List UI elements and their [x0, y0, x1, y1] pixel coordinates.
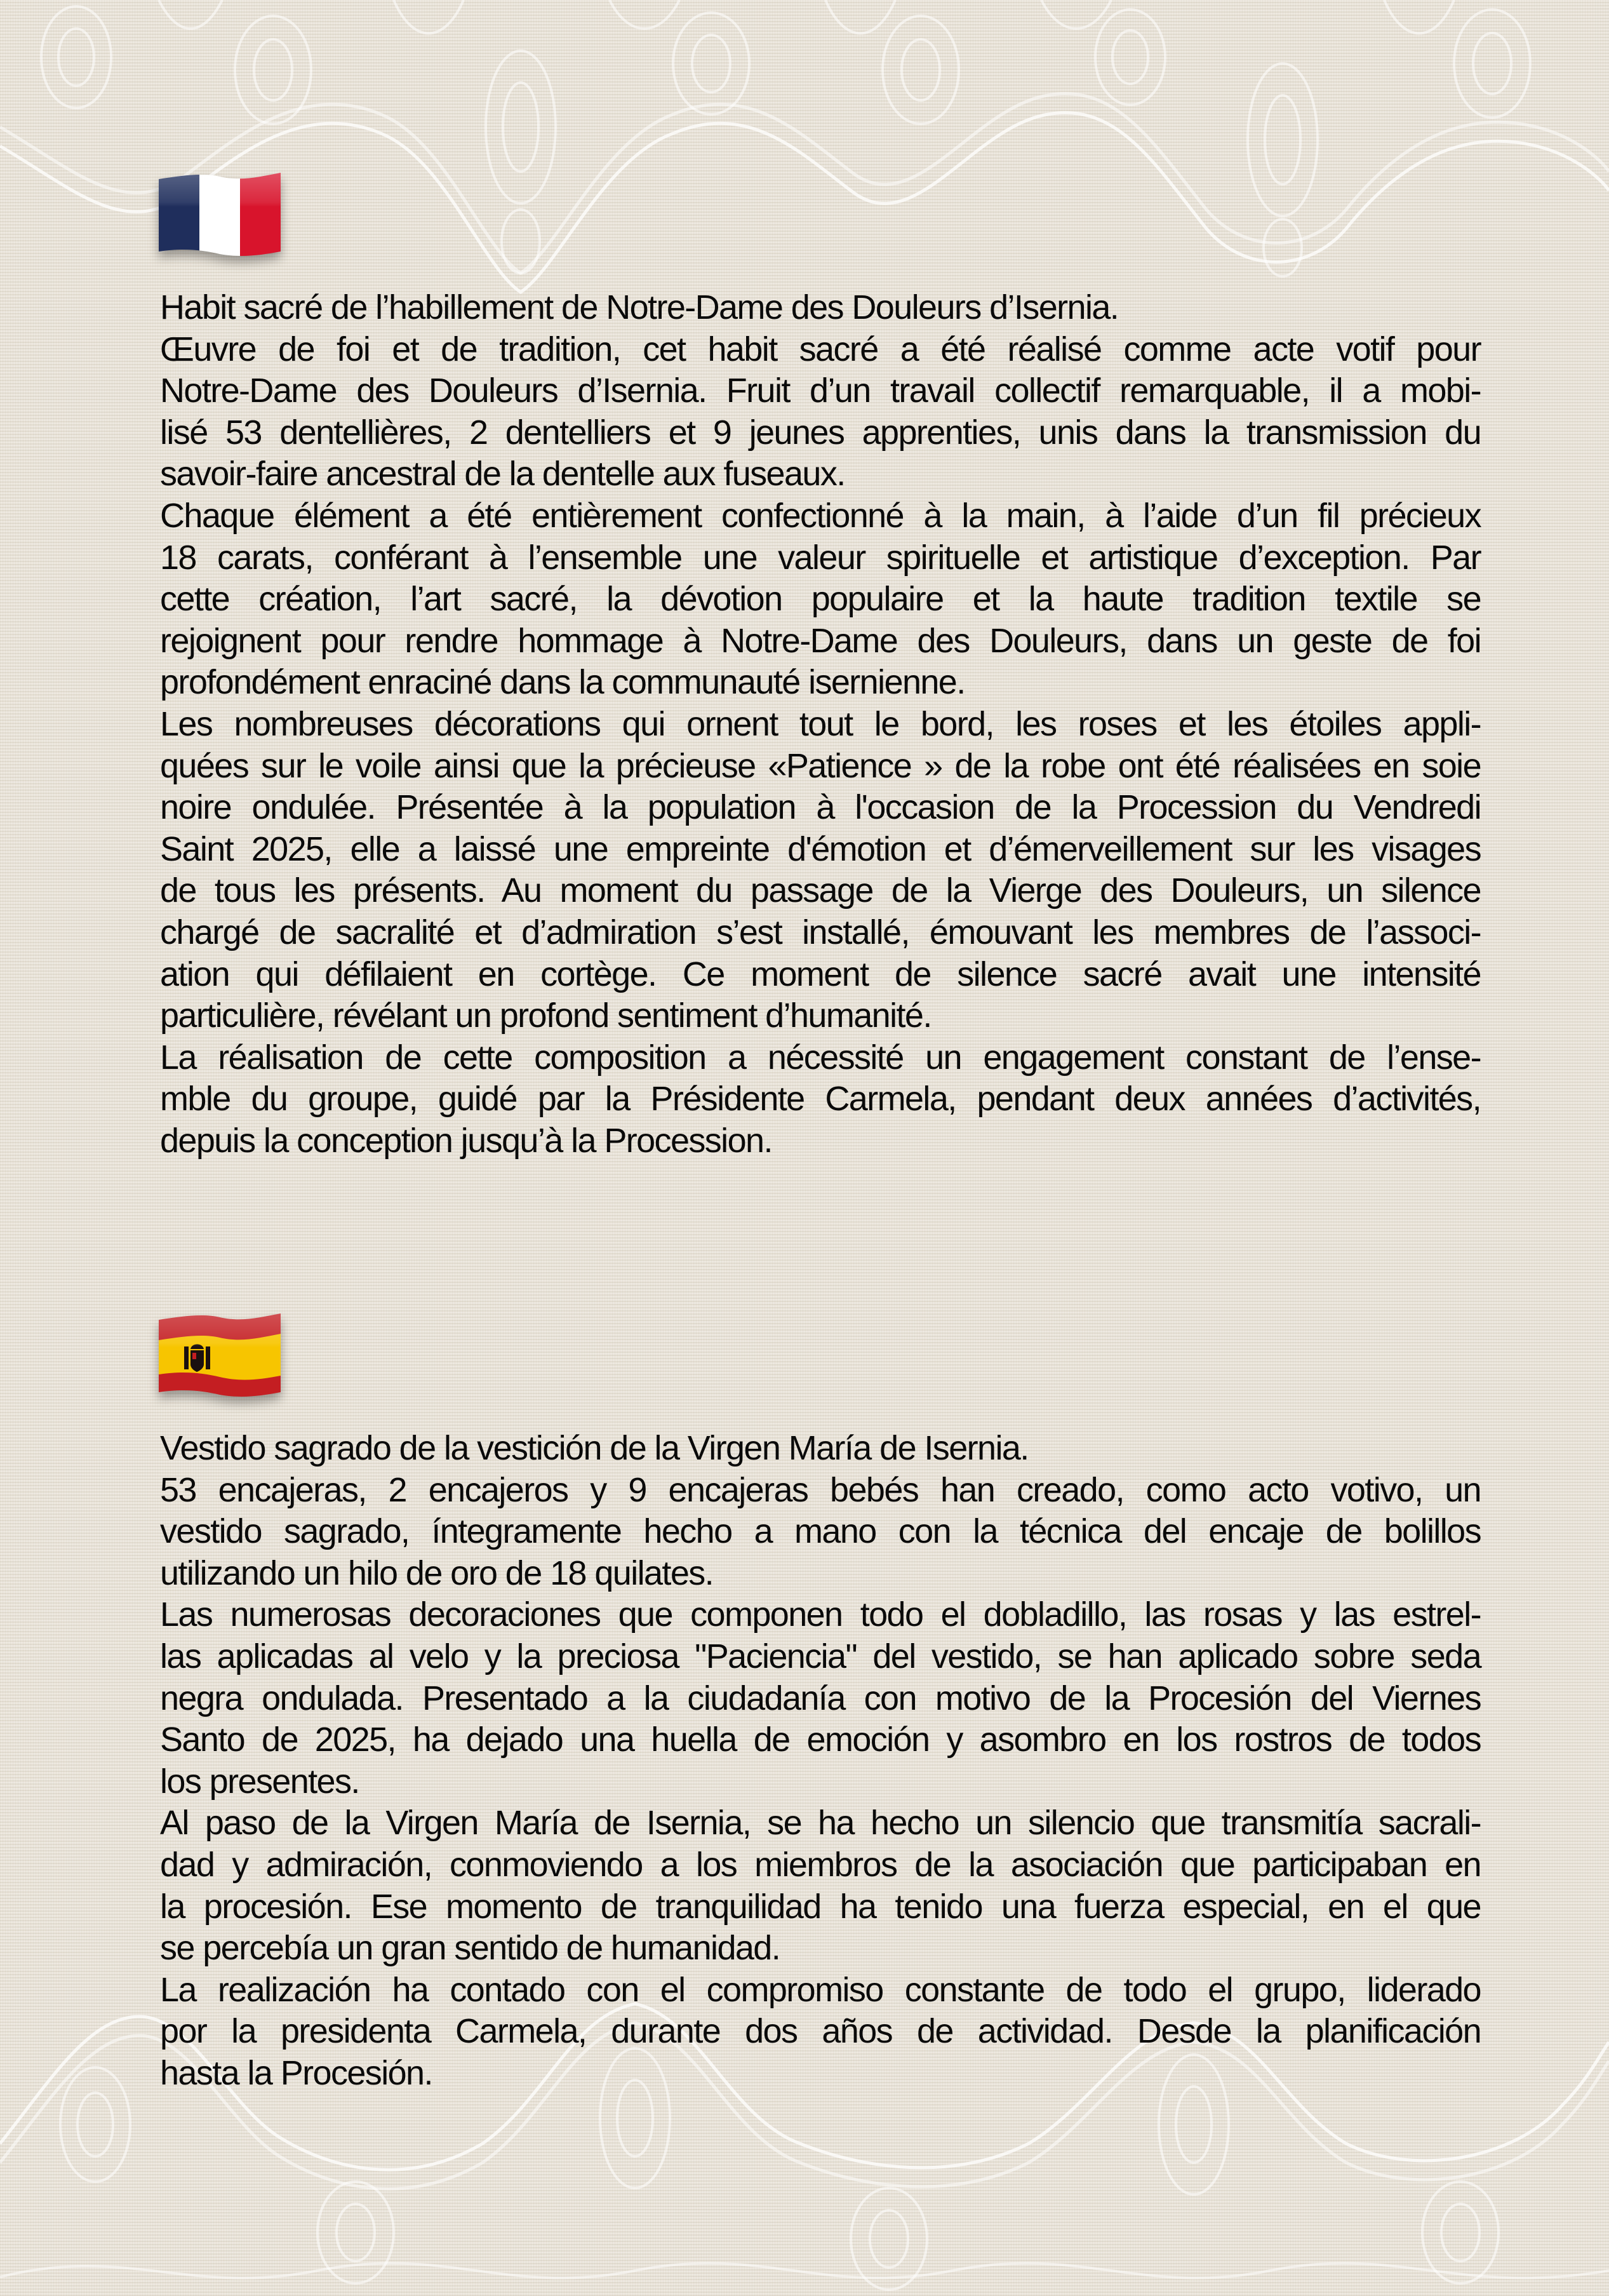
text-line	[160, 2053, 1481, 2095]
text-line	[160, 412, 1481, 454]
text-run: los presentes.	[160, 1762, 359, 1801]
text-run: profondément enraciné dans la communauté isernienne.	[160, 663, 965, 702]
text-line	[160, 495, 1481, 537]
text-line	[160, 1928, 1481, 1970]
france-flag-icon	[159, 173, 281, 258]
text-line	[160, 1970, 1481, 2011]
text-line	[160, 621, 1481, 662]
text-run: ation qui défilaient en cortège. Ce moment de silence sacré avait une intensité	[160, 955, 1481, 993]
text-run: se percebía un gran sentido de humanidad.	[160, 1929, 780, 1968]
text-line	[160, 1886, 1481, 1928]
text-run: Les nombreuses décorations qui ornent tout le bord, les roses et les étoiles appli-	[160, 704, 1481, 743]
text-line	[160, 1428, 1481, 1470]
text-line	[160, 537, 1481, 579]
text-run: cette création, l’art sacré, la dévotion populaire et la haute tradition textile se	[160, 580, 1481, 619]
text-run: rejoignent pour rendre hommage à Notre-Dame des Douleurs, dans un geste de foi	[160, 621, 1481, 660]
text-run: La realización ha contado con el compromiso constante de todo el grupo, liderado	[160, 1970, 1481, 2009]
text-run: savoir-faire ancestral de la dentelle aux fuseaux.	[160, 455, 845, 493]
text-line	[160, 1511, 1481, 1553]
text-line	[160, 746, 1481, 788]
paragraph	[160, 329, 1481, 495]
text-run: dad y admiración, conmoviendo a los miembros de la asociación que participaban en	[160, 1845, 1481, 1884]
text-line	[160, 954, 1481, 996]
text-run: por la presidenta Carmela, durante dos años de actividad. Desde la planificación	[160, 2012, 1481, 2051]
text-run: noire ondulée. Présentée à la population à l'occasion de la Procession du Vendredi	[160, 788, 1481, 827]
lace-border-top	[0, 0, 1609, 305]
text-line	[160, 1470, 1481, 1512]
text-line	[160, 1594, 1481, 1636]
text-run: lisé 53 dentellières, 2 dentelliers et 9 jeunes apprenties, unis dans la transmission du	[160, 413, 1481, 452]
text-line	[160, 995, 1481, 1037]
text-run: depuis la conception jusqu’à la Procession.	[160, 1121, 772, 1160]
text-run: particulière, révélant un profond sentiment d’humanité.	[160, 997, 931, 1035]
text-line	[160, 1553, 1481, 1595]
text-line	[160, 662, 1481, 704]
text-line	[160, 1844, 1481, 1886]
text-run: Habit sacré de l’habillement de Notre-Dame des Douleurs d’Isernia.	[160, 288, 1119, 326]
text-line	[160, 287, 1481, 329]
text-run: Las numerosas decoraciones que componen todo el dobladillo, las rosas y las estrel-	[160, 1595, 1481, 1634]
text-run: quées sur le voile ainsi que la précieuse «Patience » de la robe ont été réalisées en soie	[160, 746, 1481, 785]
text-run: chargé de sacralité et d’admiration s’est installé, émouvant les membres de l’associ-	[160, 913, 1481, 951]
text-line	[160, 579, 1481, 621]
text-run: negra ondulada. Presentado a la ciudadanía con motivo de la Procesión del Viernes	[160, 1679, 1481, 1717]
text-line	[160, 1078, 1481, 1120]
spanish-title	[160, 1428, 1481, 1470]
text-run: Œuvre de foi et de tradition, cet habit sacré a été réalisé comme acte votif pour	[160, 330, 1481, 368]
text-line	[160, 787, 1481, 829]
text-run: las aplicadas al velo y la preciosa "Paciencia" del vestido, se han aplicado sobre seda	[160, 1637, 1481, 1675]
text-run: 53 encajeras, 2 encajeros y 9 encajeras bebés han creado, como acto votivo, un	[160, 1470, 1481, 1509]
text-run: La réalisation de cette composition a nécessité un engagement constant de l’ense-	[160, 1038, 1481, 1077]
text-line	[160, 912, 1481, 954]
french-title	[160, 287, 1481, 329]
text-run: Notre-Dame des Douleurs d’Isernia. Fruit d’un travail collectif remarquable, il a mobi-	[160, 372, 1481, 410]
paragraph	[160, 1803, 1481, 1969]
paragraph	[160, 1470, 1481, 1595]
text-line	[160, 1636, 1481, 1678]
text-line	[160, 1678, 1481, 1720]
text-run: de tous les présents. Au moment du passage de la Vierge des Douleurs, un silence	[160, 871, 1481, 910]
text-line	[160, 1719, 1481, 1761]
spanish-section	[160, 1428, 1481, 2095]
text-line	[160, 1803, 1481, 1844]
text-line	[160, 870, 1481, 912]
text-run: mble du groupe, guidé par la Présidente Carmela, pendant deux années d’activités,	[160, 1080, 1481, 1118]
text-run: Saint 2025, elle a laissé une empreinte d'émotion et d’émerveillement sur les visages	[160, 829, 1481, 868]
text-run: Santo de 2025, ha dejado una huella de emoción y asombro en los rostros de todos	[160, 1721, 1481, 1759]
text-run: hasta la Procesión.	[160, 2053, 432, 2092]
text-run: vestido sagrado, íntegramente hecho a mano con la técnica del encaje de bolillos	[160, 1512, 1481, 1551]
text-line	[160, 370, 1481, 412]
text-run: Al paso de la Virgen María de Isernia, se ha hecho un silencio que transmitía sacrali-	[160, 1804, 1481, 1843]
french-section	[160, 287, 1481, 1162]
text-run: utilizando un hilo de oro de 18 quilates.	[160, 1554, 714, 1592]
paragraph	[160, 1970, 1481, 2095]
paragraph	[160, 704, 1481, 1037]
text-line	[160, 453, 1481, 495]
text-line	[160, 329, 1481, 371]
paragraph	[160, 1037, 1481, 1162]
text-run: la procesión. Ese momento de tranquilidad ha tenido una fuerza especial, en el que	[160, 1887, 1481, 1926]
spain-flag-icon	[159, 1313, 281, 1399]
text-line	[160, 704, 1481, 746]
text-line	[160, 1037, 1481, 1079]
paragraph	[160, 1594, 1481, 1803]
paragraph	[160, 495, 1481, 704]
text-line	[160, 1120, 1481, 1162]
text-run: Chaque élément a été entièrement confectionné à la main, à l’aide d’un fil précieux	[160, 496, 1481, 535]
text-run: 18 carats, conférant à l’ensemble une valeur spirituelle et artistique d’exception. Par	[160, 538, 1481, 577]
text-line	[160, 2011, 1481, 2053]
text-run: Vestido sagrado de la vestición de la Virgen María de Isernia.	[160, 1429, 1029, 1467]
text-line	[160, 829, 1481, 871]
text-line	[160, 1761, 1481, 1803]
